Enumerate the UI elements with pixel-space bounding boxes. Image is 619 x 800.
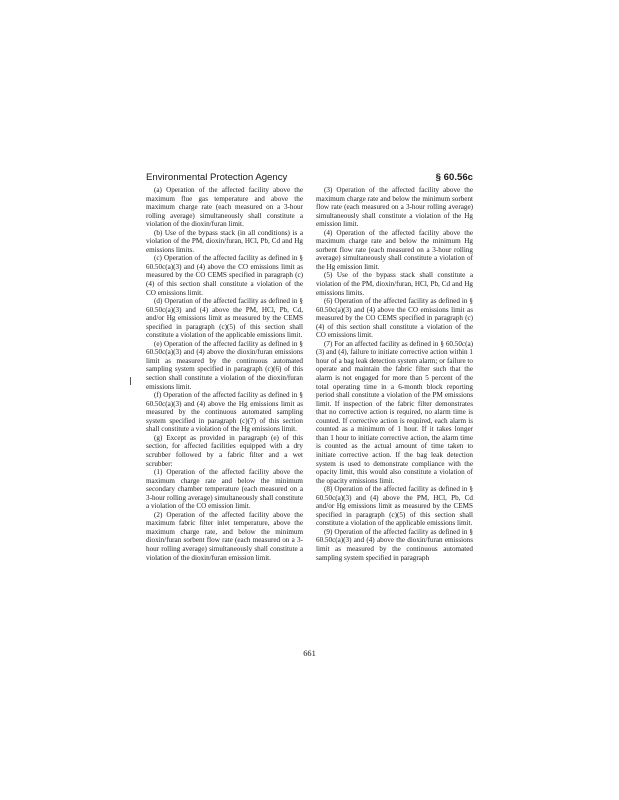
paragraph: (6) Operation of the affected facility as defined in § 60.50c(a)(3) and (4) above the CO emissions limit as measured by the CO CEMS specified in paragraph (c)(4) of this section shall constitute a violation of the CO emissions limit. [316, 297, 473, 340]
paragraph: (8) Operation of the affected facility as defined in § 60.50c(a)(3) and (4) above the PM, HCl, Pb, Cd and/or Hg emissions limit as measured by the CEMS specified in paragraph (c)(5) of this section shall constitute a violation of the applicable emissions limit. [316, 485, 473, 528]
left-column [146, 186, 303, 648]
paragraph: (5) Use of the bypass stack shall constitute a violation of the PM, dioxin/furan, HCl, Pb, Cd and Hg emissions limits. [316, 271, 473, 297]
paragraph: (g) Except as provided in paragraph (e) of this section, for affected facilities equipped with a dry scrubber followed by a fabric filter and a wet scrubber: [146, 433, 303, 468]
margin-mark [130, 377, 131, 385]
paragraph: (d) Operation of the affected facility as defined in § 60.50c(a)(3) and (4) above the PM, HCl, Pb, Cd, and/or Hg emissions limit as measured by the CEMS specified in paragraph (c)(5) of this section shall constitute a violation of the applicable emissions limit. [146, 297, 303, 340]
paragraph: (4) Operation of the affected facility above the maximum charge rate and below the minimum Hg sorbent flow rate (each measured on a 3-hour rolling average) simultaneously shall constitute a violation of the Hg emission limit. [316, 228, 473, 271]
page-number: 661 [303, 649, 316, 658]
paragraph: (7) For an affected facility as defined in § 60.50c(a)(3) and (4), failure to initiate corrective action within 1 hour of a bag leak detection system alarm; or failure to operate and maintain the fabric filter such that the alarm is not engaged for more than 5 percent of the total operating time in a 6-month block reporting period shall constitute a violation of the PM emissions limit. If inspection of the fabric filter demonstrates that no corrective action is required, no alarm time is counted. If corrective action is required, each alarm is counted as a minimum of 1 hour. If it takes longer than 1 hour to initiate corrective action, the alarm time is counted as the actual amount of time taken to initiate corrective action. If the bag leak detection system is used to demonstrate compliance with the opacity limit, this would also constitute a violation of the opacity emissions limit. [316, 339, 473, 485]
paragraph: (9) Operation of the affected facility as defined in § 60.50c(a)(3) and (4) above the dioxin/furan emissions limit as measured by the continuous automated sampling system specified in paragraph [316, 527, 473, 562]
right-column [316, 186, 473, 648]
paragraph: (2) Operation of the affected facility above the maximum fabric filter inlet temperature, above the maximum charge rate, and below the minimum dioxin/furan sorbent flow rate (each measured on a 3-hour rolling average) simultaneously shall constitute a violation of the dioxin/furan emission limit. [146, 510, 303, 562]
paragraph: (3) Operation of the affected facility above the maximum charge rate and below the minimum sorbent flow rate (each measured on a 3-hour rolling average) simultaneously shall constitute a violation of the Hg emission limit. [316, 186, 473, 229]
agency-name: Environmental Protection Agency [146, 172, 288, 183]
paragraph: (e) Operation of the affected facility as defined in § 60.50c(a)(3) and (4) above the dioxin/furan emissions limit as measured by the continuous automated sampling system specified in paragraph (c)(6) of this section shall constitute a violation of the dioxin/furan emissions limit. [146, 339, 303, 391]
running-head [146, 171, 473, 185]
paragraph: (f) Operation of the affected facility as defined in § 60.50c(a)(3) and (4) above the Hg emissions limit as measured by the continuous automated sampling system specified in paragraph (c)(7) of this section shall constitute a violation of the Hg emissions limit. [146, 391, 303, 434]
paragraph: (1) Operation of the affected facility above the maximum charge rate and below the minimum secondary chamber temperature (each measured on a 3-hour rolling average) simultaneously shall constitute a violation of the CO emission limit. [146, 468, 303, 511]
paragraph: (a) Operation of the affected facility above the maximum flue gas temperature and above the maximum charge rate (each measured on a 3-hour rolling average) simultaneously shall constitute a violation of the dioxin/furan limit. [146, 186, 303, 229]
paragraph: (c) Operation of the affected facility as defined in § 60.50c(a)(3) and (4) above the CO emissions limit as measured by the CO CEMS specified in paragraph (c)(4) of this section shall constitute a violation of the CO emissions limit. [146, 254, 303, 297]
section-number: § 60.56c [435, 172, 473, 183]
paragraph: (b) Use of the bypass stack (in all conditions) is a violation of the PM, dioxin/furan, HCl, Pb, Cd and Hg emissions limits. [146, 228, 303, 254]
